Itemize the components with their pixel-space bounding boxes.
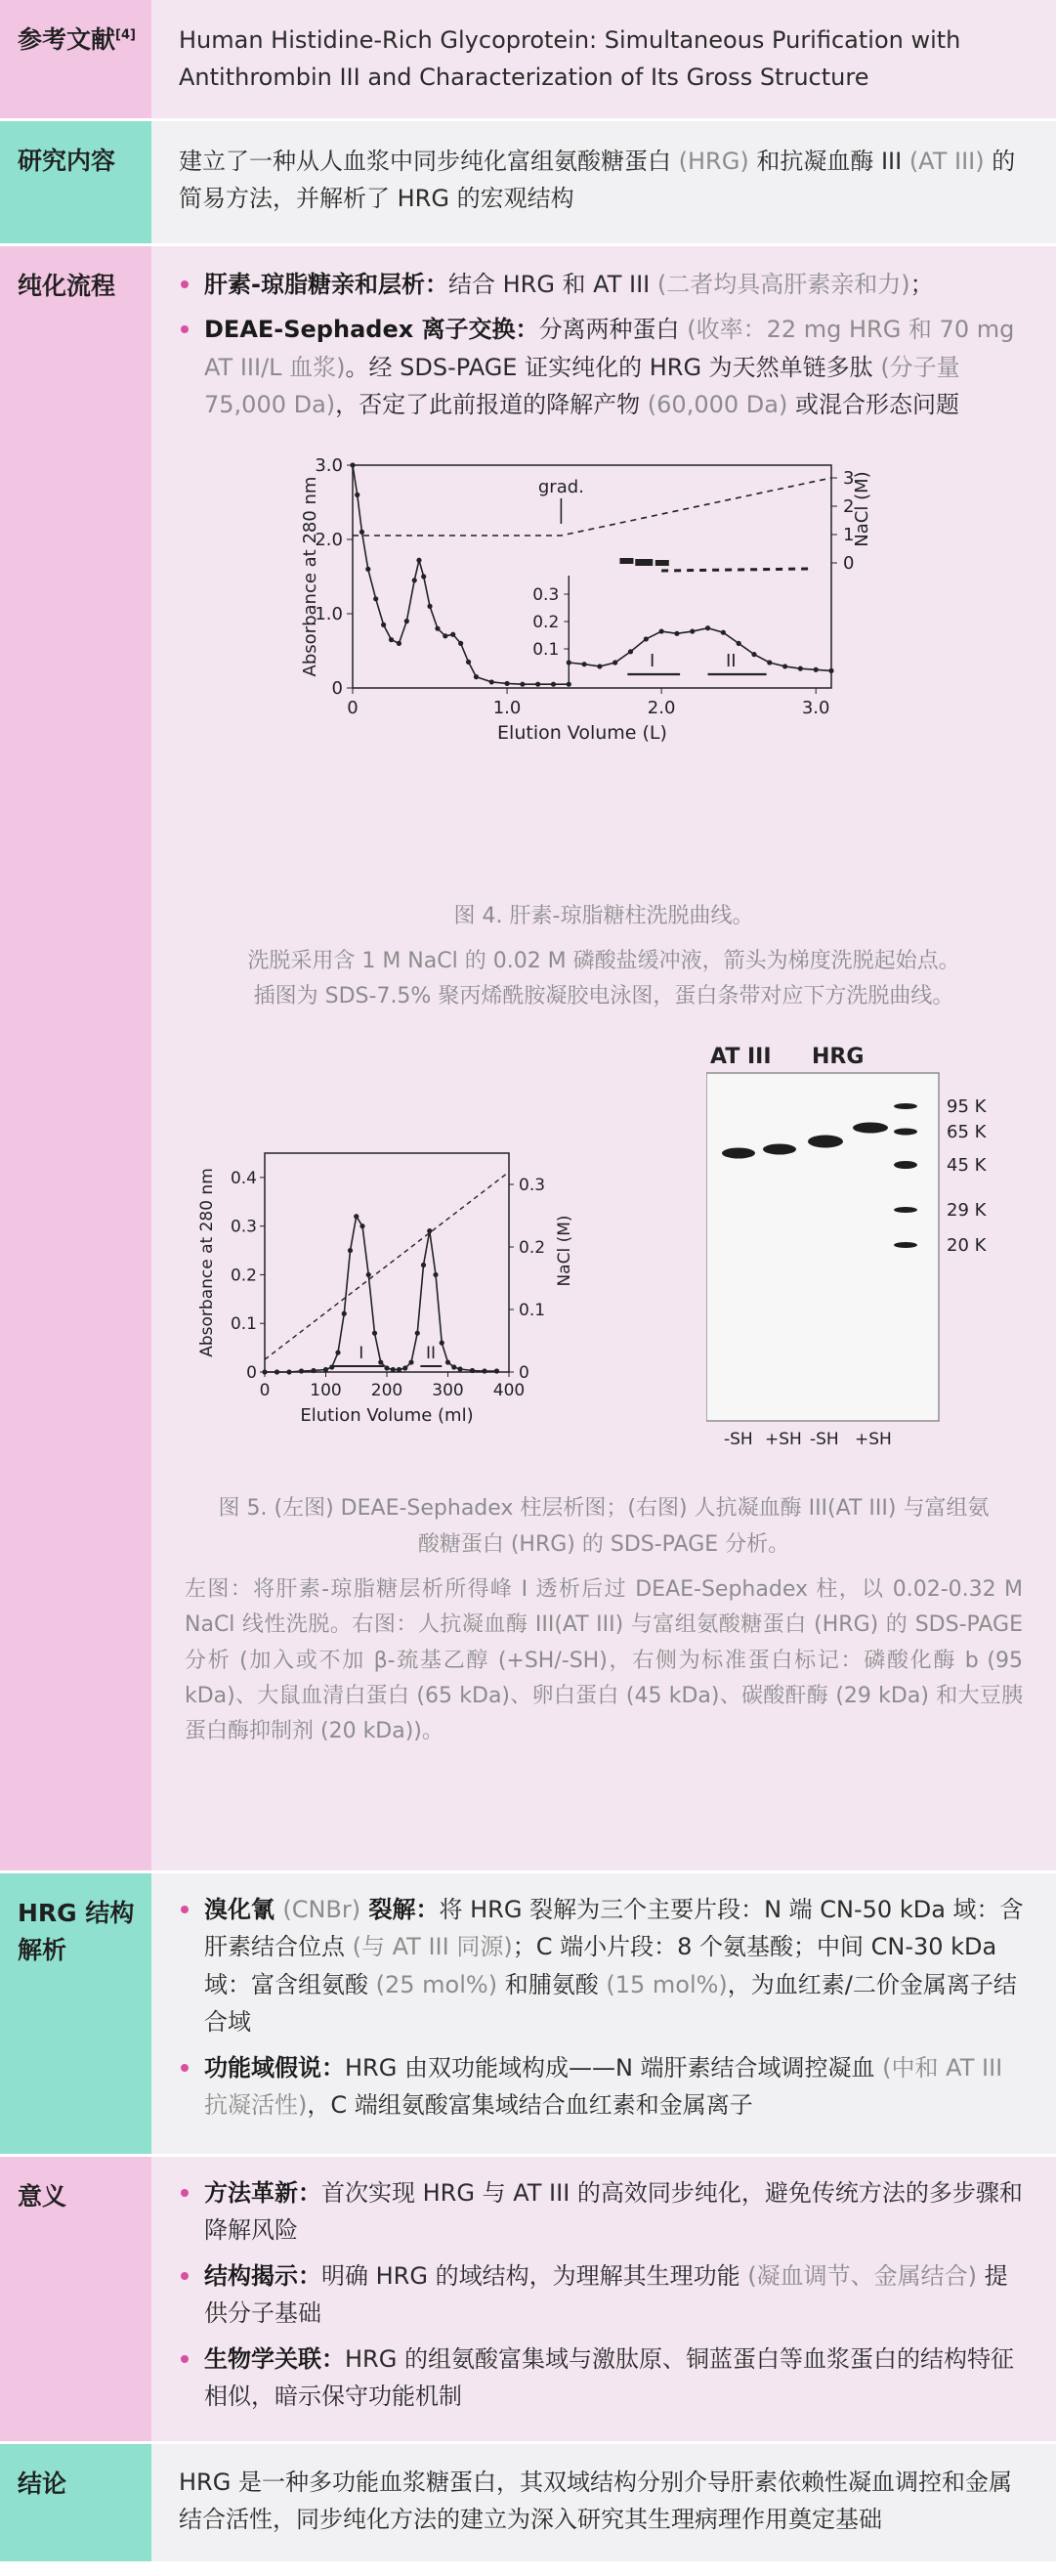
y-tick-label: 1.0 bbox=[315, 603, 343, 624]
bullet-title: 溴化氰 bbox=[204, 1896, 283, 1923]
bullet-biology bbox=[179, 2340, 1029, 2416]
text-seg: 明确 HRG 的域结构，为理解其生理功能 bbox=[321, 2261, 748, 2290]
data-point bbox=[421, 574, 426, 579]
marker-band bbox=[894, 1161, 917, 1169]
significance-content bbox=[151, 2157, 1056, 2441]
data-point bbox=[782, 664, 787, 668]
data-point bbox=[372, 1331, 377, 1336]
data-point bbox=[397, 640, 401, 645]
inset-tick-label: 0.2 bbox=[532, 612, 560, 632]
figure-5-area bbox=[179, 1036, 1029, 1485]
text-seg: 。经 SDS-PAGE 证实纯化的 HRG 为天然单链多肽 bbox=[345, 353, 881, 381]
conclusion-content bbox=[151, 2444, 1056, 2561]
text-seg: 提供分子基础 bbox=[204, 2261, 1008, 2328]
inset-gel-band bbox=[635, 559, 653, 566]
data-point bbox=[470, 1368, 475, 1373]
data-point bbox=[402, 1366, 407, 1371]
data-point bbox=[412, 578, 417, 582]
bullet-affinity bbox=[179, 266, 1029, 303]
peak-label-I: I bbox=[359, 1344, 364, 1364]
figure-5-note: 左图：将肝素-琼脂糖层析所得峰 I 透析后过 DEAE-Sephadex 柱，以 0.02-0.32 M NaCl 线性洗脱。右图：人抗凝血酶 III(AT III) 与富组氨酸糖蛋白 (HRG) 的 SDS-PAGE 分析 (加入或不加 β-巯基乙醇 (+SH/-SH)，右侧为标准蛋白标记：磷酸化酶 b (95 kDa)、大鼠血清白蛋白 (65 kDa)、卵白蛋白 (45 kDa)、碳酸酐酶 (29 kDa) 和大豆胰蛋白酶抑制剂 (20 kDa))。 bbox=[185, 1577, 1023, 1744]
data-point bbox=[443, 633, 447, 638]
x-tick-label: 0 bbox=[347, 697, 359, 718]
x-tick-label: 3.0 bbox=[801, 697, 830, 718]
data-point bbox=[421, 1263, 426, 1267]
x-tick-label: 300 bbox=[432, 1381, 464, 1401]
data-point bbox=[391, 1367, 396, 1372]
text-muted: (收率：22 mg HRG 和 70 mg AT III/L 血浆) bbox=[204, 316, 1015, 381]
y2-tick-label: 0 bbox=[843, 552, 855, 574]
text-seg: 结合 HRG 和 AT III bbox=[447, 271, 657, 298]
data-point bbox=[416, 557, 421, 562]
marker-band bbox=[894, 1207, 917, 1213]
bullet-title: 功能域假说： bbox=[204, 2053, 345, 2082]
plot-frame bbox=[265, 1153, 509, 1372]
text-seg: HRG 的组氨酸富集域与激肽原、铜蓝蛋白等血浆蛋白的结构特征相似，暗示保守功能机制 bbox=[204, 2344, 1014, 2410]
data-point bbox=[427, 1228, 432, 1233]
data-point bbox=[381, 622, 386, 626]
y2-tick-label: 1 bbox=[843, 524, 855, 545]
text-seg: 或混合形态问题 bbox=[787, 391, 959, 419]
inset-gel-band bbox=[619, 558, 633, 564]
series-line bbox=[265, 1217, 497, 1372]
text-muted: (与 AT III 同源) bbox=[352, 1933, 513, 1961]
bullet-title: 肝素-琼脂糖亲和层析： bbox=[204, 271, 448, 298]
figure-4-note: 洗脱采用含 1 M NaCl 的 0.02 M 磷酸盐缓冲液，箭头为梯度洗脱起始点。插图为 SDS-7.5% 聚丙烯酰胺凝胶电泳图，蛋白条带对应下方洗脱曲线。 bbox=[247, 948, 960, 1009]
bullet-method bbox=[179, 2174, 1029, 2250]
data-point bbox=[366, 1272, 371, 1277]
y-tick-label: 0.3 bbox=[230, 1218, 257, 1238]
x-tick-label: 2.0 bbox=[647, 697, 676, 718]
data-point bbox=[359, 1224, 364, 1229]
y-tick-label: 2.0 bbox=[315, 529, 343, 550]
reference-title: Human Histidine-Rich Glycoprotein: Simultaneous Purification with Antithrombin III and Characterization of Its Gross Structure bbox=[179, 26, 961, 92]
x-tick-label: 1.0 bbox=[492, 697, 522, 718]
gel-band bbox=[853, 1123, 888, 1134]
structure-content bbox=[151, 1873, 1056, 2154]
bullet-ion-exchange bbox=[179, 311, 1029, 423]
marker-label: 45 K bbox=[947, 1155, 987, 1177]
inset-tick-label: 0.1 bbox=[532, 639, 560, 660]
data-point bbox=[408, 1360, 413, 1365]
inset-tick-label: 0.3 bbox=[532, 584, 560, 605]
bullet-cnbr bbox=[179, 1891, 1029, 2041]
y2-axis-label: NaCl (M) bbox=[852, 470, 872, 547]
data-point bbox=[348, 1248, 353, 1253]
text-muted: (15 mol%) bbox=[606, 1970, 728, 1998]
label-significance: 意义 bbox=[0, 2157, 151, 2441]
gel-band bbox=[763, 1144, 796, 1155]
text-muted: (分子量 75,000 Da) bbox=[204, 353, 960, 419]
data-point bbox=[311, 1368, 316, 1373]
data-point bbox=[342, 1311, 347, 1316]
data-point bbox=[482, 1369, 486, 1374]
data-point bbox=[373, 596, 378, 601]
data-point bbox=[767, 660, 772, 665]
text-muted: (60,000 Da) bbox=[647, 391, 788, 419]
figure-4-caption bbox=[179, 899, 1029, 1015]
text-seg: 将 HRG 裂解为三个主要片段：N 端 CN-50 kDa 域：含肝素结合位点 bbox=[204, 1896, 1024, 1961]
reference-sup: [4] bbox=[115, 27, 136, 43]
data-point bbox=[828, 667, 833, 672]
data-point bbox=[535, 681, 540, 686]
figure-4-chart bbox=[179, 446, 1029, 895]
y2-tick-label: 0.3 bbox=[519, 1176, 546, 1196]
data-point bbox=[323, 1367, 328, 1372]
data-point bbox=[644, 636, 649, 641]
text-seg: 和抗凝血酶 III bbox=[748, 148, 909, 175]
text-muted: (25 mol%) bbox=[375, 1970, 498, 1998]
lane-label: +SH bbox=[855, 1430, 892, 1450]
data-point bbox=[378, 1360, 383, 1365]
marker-label: 95 K bbox=[947, 1096, 987, 1118]
data-point bbox=[457, 1367, 462, 1372]
data-point bbox=[737, 640, 741, 645]
data-point bbox=[581, 662, 586, 666]
text-muted: (AT III) bbox=[908, 148, 985, 175]
y-tick-label: 0.1 bbox=[230, 1314, 257, 1335]
conclusion-text: HRG 是一种多功能血浆糖蛋白，其双域结构分别介导肝素依赖性凝血调控和金属结合活性，同步纯化方法的建立为深入研究其生理病理作用奠定基础 bbox=[179, 2469, 1012, 2534]
data-point bbox=[440, 1341, 444, 1346]
figure-5-title: 图 5. (左图) DEAE-Sephadex 柱层析图；(右图) 人抗凝血酶 III(AT III) 与富组氨酸糖蛋白 (HRG) 的 SDS-PAGE 分析。 bbox=[218, 1496, 990, 1557]
x-tick-label: 200 bbox=[370, 1381, 403, 1401]
data-point bbox=[415, 1331, 420, 1336]
gel-band bbox=[808, 1136, 843, 1148]
y-axis-label: Absorbance at 280 nm bbox=[197, 1168, 217, 1358]
label-purification: 纯化流程 bbox=[0, 246, 151, 1870]
bullet-title: DEAE-Sephadex 离子交换： bbox=[204, 316, 539, 344]
figure-5-caption bbox=[179, 1491, 1029, 1563]
data-point bbox=[659, 628, 664, 633]
data-point bbox=[350, 462, 355, 467]
data-point bbox=[798, 665, 803, 670]
purification-content bbox=[151, 246, 1056, 1870]
row-reference bbox=[0, 0, 1056, 121]
row-structure bbox=[0, 1873, 1056, 2157]
row-purification bbox=[0, 246, 1056, 1873]
text-seg: ，否定了此前报道的降解产物 bbox=[335, 391, 648, 419]
y-axis-label: Absorbance at 280 nm bbox=[300, 476, 320, 677]
data-point bbox=[520, 681, 525, 686]
data-point bbox=[705, 625, 710, 630]
data-point bbox=[450, 631, 455, 636]
text-muted: (CNBr) bbox=[282, 1896, 361, 1923]
data-point bbox=[674, 630, 679, 635]
label-reference-text: 参考文献 bbox=[18, 25, 116, 54]
data-point bbox=[504, 680, 509, 685]
y2-tick-label: 0.1 bbox=[519, 1301, 546, 1321]
text-muted: (凝血调节、金属结合) bbox=[747, 2261, 977, 2290]
data-point bbox=[365, 566, 370, 571]
inset-gel-bands-right bbox=[661, 569, 808, 571]
y2-tick-label: 0.2 bbox=[519, 1238, 546, 1259]
research-content-text bbox=[151, 121, 1056, 243]
data-point bbox=[567, 681, 571, 686]
x-axis-label: Elution Volume (L) bbox=[497, 721, 667, 744]
data-point bbox=[354, 1215, 359, 1220]
grad-annotation: grad. bbox=[537, 476, 584, 497]
bullet-title: 生物学关联： bbox=[204, 2344, 345, 2373]
bullet-title: 结构揭示： bbox=[204, 2261, 321, 2290]
marker-band bbox=[894, 1129, 917, 1136]
bullet-structure bbox=[179, 2257, 1029, 2333]
text-seg: 的简易方法，并解析了 HRG 的宏观结构 bbox=[179, 148, 1016, 213]
peak-label-II: II bbox=[425, 1344, 437, 1364]
data-point bbox=[286, 1370, 291, 1375]
data-point bbox=[389, 637, 394, 642]
data-point bbox=[489, 679, 494, 684]
row-conclusion bbox=[0, 2444, 1056, 2561]
fraction-label-II: II bbox=[725, 650, 737, 671]
data-point bbox=[474, 674, 479, 679]
series-inset-line bbox=[569, 627, 831, 670]
data-point bbox=[458, 640, 463, 645]
x-tick-label: 100 bbox=[310, 1381, 342, 1401]
data-point bbox=[551, 681, 556, 686]
bullet-title: 裂解： bbox=[360, 1896, 440, 1923]
data-point bbox=[433, 1272, 438, 1277]
bullet-domain-hypothesis bbox=[179, 2049, 1029, 2125]
marker-label: 20 K bbox=[947, 1235, 987, 1257]
label-reference bbox=[0, 0, 151, 118]
reference-text bbox=[151, 0, 1056, 118]
data-point bbox=[690, 628, 695, 633]
y-tick-label: 0.4 bbox=[230, 1169, 257, 1189]
data-point bbox=[384, 1366, 389, 1371]
text-seg: ；C 端小片段：8 个氨基酸；中间 CN-30 kDa 域：富含组氨酸 bbox=[204, 1933, 997, 1998]
y2-tick-label: 0 bbox=[519, 1363, 529, 1384]
data-point bbox=[466, 659, 471, 664]
data-point bbox=[612, 660, 617, 665]
gel-group-label-hrg: HRG bbox=[812, 1045, 865, 1070]
text-seg: 建立了一种从人血浆中同步纯化富组氨酸糖蛋白 bbox=[179, 148, 679, 175]
data-point bbox=[435, 625, 440, 630]
text-seg: ，为血红素/二价金属离子结合域 bbox=[204, 1970, 1017, 2037]
lane-label: -SH bbox=[810, 1430, 839, 1450]
label-structure: HRG 结构解析 bbox=[0, 1873, 151, 2154]
x-axis-label: Elution Volume (ml) bbox=[300, 1405, 474, 1427]
data-point bbox=[751, 652, 756, 657]
y-tick-label: 3.0 bbox=[315, 454, 343, 476]
marker-label: 65 K bbox=[947, 1122, 987, 1143]
text-seg: HRG 由双功能域构成——N 端肝素结合域调控凝血 bbox=[345, 2053, 883, 2082]
gel-group-label-atiii: AT III bbox=[710, 1045, 772, 1070]
data-point bbox=[597, 664, 602, 668]
x-tick-label: 0 bbox=[259, 1381, 271, 1401]
lane-label: -SH bbox=[724, 1430, 753, 1450]
nacl-gradient-line bbox=[353, 478, 831, 536]
data-point bbox=[275, 1370, 279, 1375]
data-point bbox=[628, 649, 633, 654]
figure-5-chart bbox=[187, 1141, 597, 1435]
text-seg: 分离两种蛋白 bbox=[538, 316, 688, 344]
label-research-content: 研究内容 bbox=[0, 121, 151, 243]
data-point bbox=[355, 492, 359, 496]
data-point bbox=[451, 1365, 456, 1370]
data-point bbox=[404, 619, 409, 623]
data-point bbox=[721, 629, 726, 634]
data-point bbox=[814, 666, 819, 671]
y2-axis-label: NaCl (M) bbox=[555, 1215, 574, 1287]
text-muted: (二者均具高肝素亲和力) bbox=[656, 271, 910, 298]
text-muted: (HRG) bbox=[678, 148, 749, 175]
data-point bbox=[335, 1351, 340, 1355]
y-tick-label: 0 bbox=[246, 1363, 257, 1384]
y-tick-label: 0 bbox=[331, 677, 343, 699]
fraction-label-I: I bbox=[649, 650, 655, 671]
data-point bbox=[397, 1367, 401, 1372]
data-point bbox=[262, 1370, 267, 1375]
data-point bbox=[299, 1369, 304, 1374]
bullet-title: 方法革新： bbox=[204, 2179, 321, 2207]
data-point bbox=[445, 1360, 450, 1365]
figure-4-title: 图 4. 肝素-琼脂糖柱洗脱曲线。 bbox=[453, 903, 754, 928]
nacl-gradient-line bbox=[265, 1173, 509, 1360]
row-significance bbox=[0, 2157, 1056, 2444]
sds-page-gel bbox=[706, 1036, 999, 1466]
text-seg: 首次实现 HRG 与 AT III 的高效同步纯化，避免传统方法的多步骤和降解风险 bbox=[204, 2179, 1023, 2245]
y2-tick-label: 3 bbox=[843, 467, 855, 489]
data-point bbox=[359, 529, 364, 534]
row-research-content bbox=[0, 121, 1056, 246]
gel-band bbox=[722, 1148, 755, 1159]
marker-label: 29 K bbox=[947, 1200, 987, 1222]
data-point bbox=[427, 603, 432, 608]
marker-band bbox=[894, 1103, 917, 1109]
text-seg: 和脯氨酸 bbox=[497, 1970, 607, 1998]
text-seg: ，C 端组氨酸富集域结合血红素和金属离子 bbox=[307, 2090, 753, 2119]
data-point bbox=[494, 1369, 499, 1374]
data-point bbox=[567, 660, 571, 665]
lane-label: +SH bbox=[765, 1430, 802, 1450]
inset-gel-band bbox=[655, 560, 669, 566]
y2-tick-label: 2 bbox=[843, 495, 855, 517]
y-tick-label: 0.2 bbox=[230, 1266, 257, 1286]
label-conclusion: 结论 bbox=[0, 2444, 151, 2561]
text-muted: (中和 AT III 抗凝活性) bbox=[204, 2053, 1003, 2119]
text-seg: ； bbox=[909, 271, 934, 298]
x-tick-label: 400 bbox=[492, 1381, 526, 1401]
marker-band bbox=[894, 1242, 917, 1248]
